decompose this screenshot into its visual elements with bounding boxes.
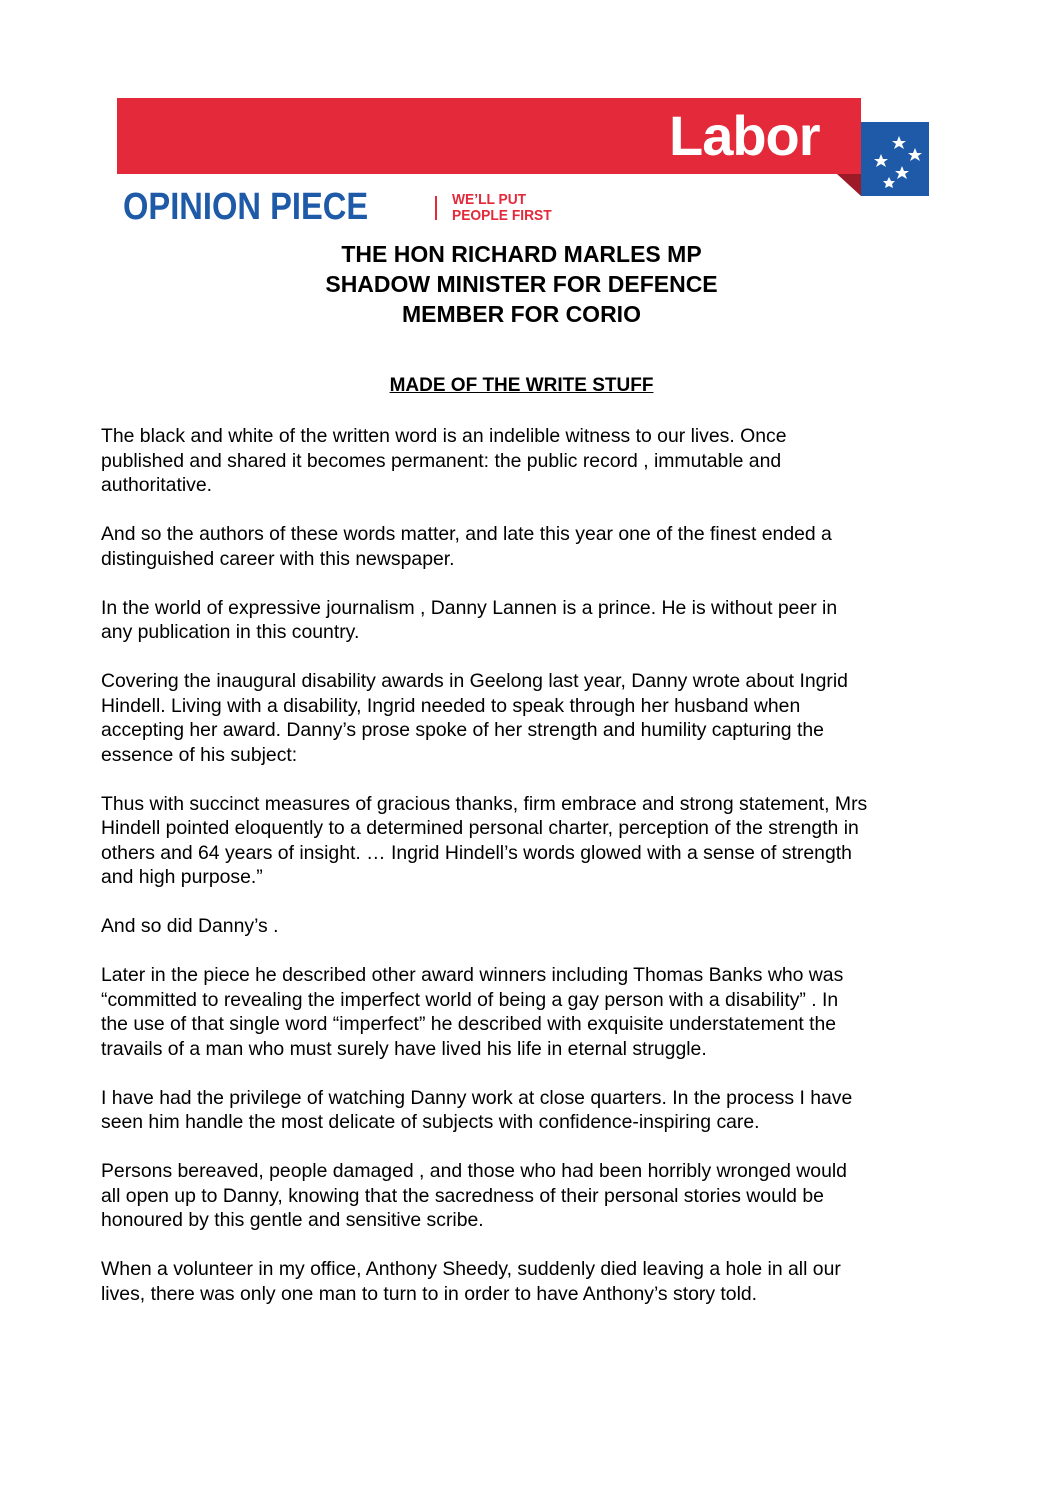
paragraph-line: Hindell. Living with a disability, Ingrid needed to speak through her husband when <box>101 694 801 717</box>
article-paragraph <box>101 792 951 890</box>
paragraph-line: In the world of expressive journalism , Danny Lannen is a prince. He is without peer in <box>101 596 838 619</box>
article-paragraph <box>101 522 951 571</box>
paragraph-line: and high purpose.” <box>101 866 263 888</box>
tagline-line-1: WE’LL PUT <box>452 191 527 208</box>
paragraph-line: others and 64 years of insight. … Ingrid Hindell’s words glowed with a sense of strength <box>101 841 852 864</box>
banner-fold <box>837 174 861 196</box>
paragraph-line: The black and white of the written word is an indelible witness to our lives. Once <box>101 425 787 447</box>
author-portfolio: SHADOW MINISTER FOR DEFENCE <box>325 271 718 297</box>
paragraph-line: Thus with succinct measures of gracious thanks, firm embrace and strong statement, Mrs <box>101 792 868 815</box>
paragraph-line: travails of a man who must surely have lived his life in eternal struggle. <box>101 1037 707 1060</box>
article-paragraph <box>101 669 951 767</box>
article-body <box>101 424 951 1331</box>
paragraph-line: distinguished career with this newspaper. <box>101 547 455 570</box>
opinion-piece-header <box>117 98 929 228</box>
paragraph-line: accepting her award. Danny’s prose spoke of her strength and humility capturing the <box>101 719 824 741</box>
author-electorate: MEMBER FOR CORIO <box>402 301 641 327</box>
article-paragraph <box>101 963 951 1061</box>
labor-logo-text: Labor <box>669 104 820 167</box>
opinion-piece-title: OPINION PIECE <box>123 186 369 228</box>
article-paragraph <box>101 1159 951 1233</box>
paragraph-line: I have had the privilege of watching Danny work at close quarters. In the process I have <box>101 1086 853 1109</box>
paragraph-line: Hindell pointed eloquently to a determined personal charter, perception of the strength in <box>101 817 859 839</box>
article-paragraph <box>101 596 951 645</box>
author-block <box>0 239 1043 329</box>
article-paragraph <box>101 914 951 939</box>
southern-cross-icon <box>861 122 929 196</box>
tagline <box>452 192 552 224</box>
paragraph-line: And so the authors of these words matter, and late this year one of the finest ended a <box>101 523 832 545</box>
paragraph-line: all open up to Danny, knowing that the sacredness of their personal stories would be <box>101 1184 824 1207</box>
paragraph-line: the use of that single word “imperfect” he described with exquisite understatement the <box>101 1013 837 1035</box>
author-name: THE HON RICHARD MARLES MP <box>341 241 702 267</box>
paragraph-line: Persons bereaved, people damaged , and those who had been horribly wronged would <box>101 1160 847 1182</box>
paragraph-line: essence of his subject: <box>101 743 298 766</box>
header-divider <box>435 196 437 220</box>
paragraph-line: any publication in this country. <box>101 621 360 643</box>
paragraph-line: authoritative. <box>101 474 213 496</box>
paragraph-line: honoured by this gentle and sensitive scribe. <box>101 1209 484 1231</box>
paragraph-line: seen him handle the most delicate of subjects with confidence-inspiring care. <box>101 1111 760 1133</box>
tagline-line-2: PEOPLE FIRST <box>452 207 552 224</box>
article-paragraph <box>101 1257 951 1306</box>
paragraph-line: “committed to revealing the imperfect world of being a gay person with a disability” . In <box>101 988 839 1011</box>
article-headline: MADE OF THE WRITE STUFF <box>389 375 654 396</box>
paragraph-line: And so did Danny’s . <box>101 915 279 937</box>
article-paragraph <box>101 1086 951 1135</box>
paragraph-line: Later in the piece he described other award winners including Thomas Banks who was <box>101 964 844 986</box>
paragraph-line: lives, there was only one man to turn to in order to have Anthony’s story told. <box>101 1282 758 1305</box>
article-paragraph <box>101 424 951 498</box>
paragraph-line: published and shared it becomes permanent: the public record , immutable and <box>101 449 782 472</box>
paragraph-line: Covering the inaugural disability awards in Geelong last year, Danny wrote about Ingrid <box>101 670 848 692</box>
paragraph-line: When a volunteer in my office, Anthony Sheedy, suddenly died leaving a hole in all our <box>101 1258 841 1280</box>
